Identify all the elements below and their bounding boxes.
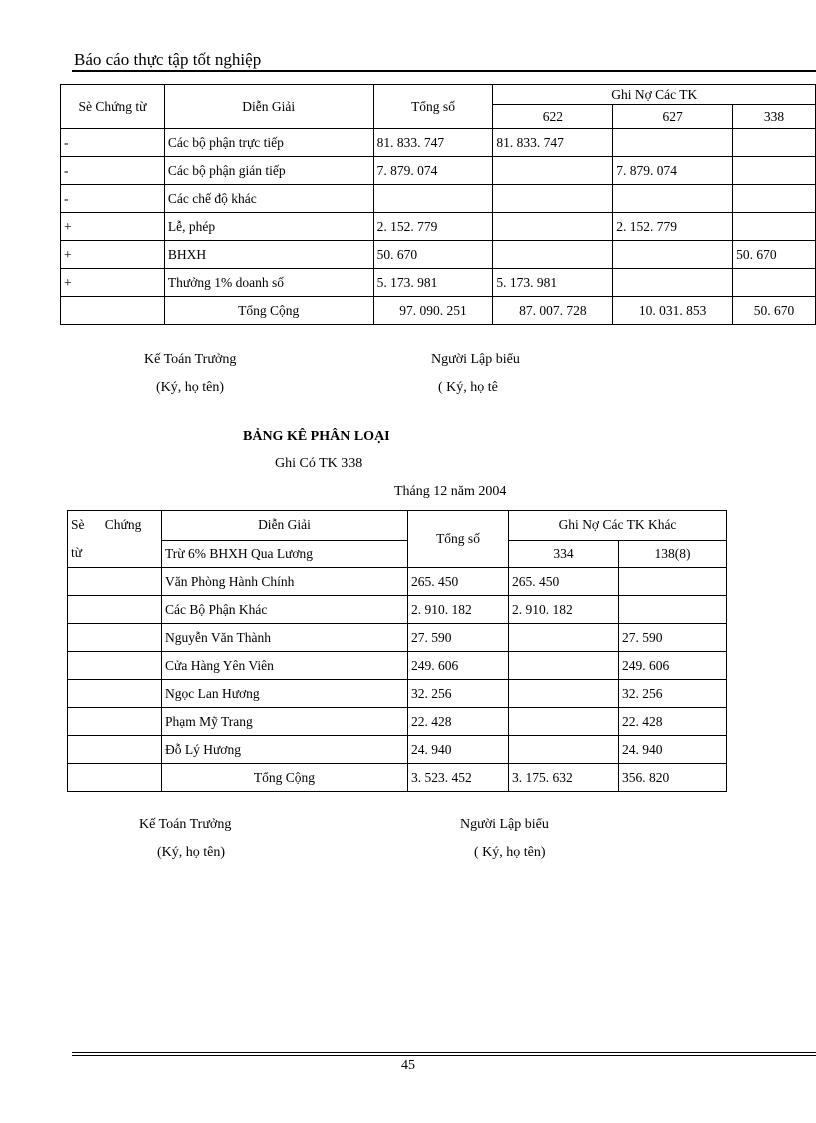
table-row bbox=[68, 596, 727, 624]
total-sum: 3. 523. 452 bbox=[408, 764, 509, 792]
row-mark: - bbox=[61, 129, 165, 157]
chief-accountant-note-2: (Ký, họ tên) bbox=[157, 845, 226, 860]
preparer-note-2: ( Ký, họ tên) bbox=[474, 845, 546, 860]
col-header-description: Diễn Giải bbox=[164, 85, 373, 129]
row-334: 265. 450 bbox=[509, 568, 619, 596]
empty-cell bbox=[61, 297, 165, 325]
chief-accountant-title: Kế Toán Trưởng bbox=[144, 352, 237, 367]
row-627: 7. 879. 074 bbox=[613, 157, 733, 185]
row-1388 bbox=[619, 568, 727, 596]
col-header-total: Tổng số bbox=[408, 511, 509, 568]
table-row bbox=[68, 708, 727, 736]
row-description: Văn Phòng Hành Chính bbox=[162, 568, 408, 596]
col-header-334: 334 bbox=[509, 540, 619, 567]
col-header-total: Tổng số bbox=[373, 85, 493, 129]
total-338: 50. 670 bbox=[733, 297, 816, 325]
row-338 bbox=[733, 129, 816, 157]
row-1388 bbox=[619, 596, 727, 624]
row-622 bbox=[493, 213, 613, 241]
row-1388: 24. 940 bbox=[619, 736, 727, 764]
salary-allocation-table bbox=[60, 84, 816, 325]
table-row bbox=[68, 652, 727, 680]
empty-cell bbox=[68, 568, 162, 596]
row-622 bbox=[493, 157, 613, 185]
empty-cell bbox=[68, 596, 162, 624]
col-header-voucher bbox=[68, 511, 162, 568]
col-header-description-sub: Trừ 6% BHXH Qua Lương bbox=[162, 540, 408, 567]
row-622 bbox=[493, 185, 613, 213]
row-total: 81. 833. 747 bbox=[373, 129, 493, 157]
row-total: 50. 670 bbox=[373, 241, 493, 269]
footer-rule-2 bbox=[72, 1055, 816, 1056]
row-mark: - bbox=[61, 157, 165, 185]
row-total: 5. 173. 981 bbox=[373, 269, 493, 297]
row-338 bbox=[733, 185, 816, 213]
section-title: BẢNG KÊ PHÂN LOẠI bbox=[243, 429, 390, 444]
row-627 bbox=[613, 241, 733, 269]
row-total: 249. 606 bbox=[408, 652, 509, 680]
row-1388: 249. 606 bbox=[619, 652, 727, 680]
row-mark: + bbox=[61, 269, 165, 297]
row-338 bbox=[733, 213, 816, 241]
table-row bbox=[61, 241, 816, 269]
row-total: 7. 879. 074 bbox=[373, 157, 493, 185]
row-338 bbox=[733, 157, 816, 185]
row-description: Nguyễn Văn Thành bbox=[162, 624, 408, 652]
report-header-title: Báo cáo thực tập tốt nghiệp bbox=[74, 50, 262, 69]
row-total: 32. 256 bbox=[408, 680, 509, 708]
col-header-voucher: Sè Chứng từ bbox=[61, 85, 165, 129]
row-338 bbox=[733, 269, 816, 297]
header-rule bbox=[72, 70, 816, 72]
row-description: Đỗ Lý Hương bbox=[162, 736, 408, 764]
col-header-debit-group: Ghi Nợ Các TK bbox=[493, 85, 816, 105]
row-mark: + bbox=[61, 241, 165, 269]
page-number: 45 bbox=[401, 1058, 415, 1073]
row-total: 27. 590 bbox=[408, 624, 509, 652]
row-338: 50. 670 bbox=[733, 241, 816, 269]
col-header-1388: 138(8) bbox=[619, 540, 727, 567]
row-total: 24. 940 bbox=[408, 736, 509, 764]
row-description: Phạm Mỹ Trang bbox=[162, 708, 408, 736]
total-1388: 356. 820 bbox=[619, 764, 727, 792]
row-mark: - bbox=[61, 185, 165, 213]
row-334: 2. 910. 182 bbox=[509, 596, 619, 624]
row-total: 2. 152. 779 bbox=[373, 213, 493, 241]
total-label: Tổng Cộng bbox=[164, 297, 373, 325]
row-total: 2. 910. 182 bbox=[408, 596, 509, 624]
table-row bbox=[68, 624, 727, 652]
table-row bbox=[61, 129, 816, 157]
row-description: Cửa Hàng Yên Viên bbox=[162, 652, 408, 680]
row-description: Các chế độ khác bbox=[164, 185, 373, 213]
chief-accountant-title-2: Kế Toán Trưởng bbox=[139, 817, 232, 832]
empty-cell bbox=[68, 624, 162, 652]
table-row bbox=[68, 568, 727, 596]
table-row bbox=[61, 269, 816, 297]
row-334 bbox=[509, 736, 619, 764]
empty-cell bbox=[68, 736, 162, 764]
total-622: 87. 007. 728 bbox=[493, 297, 613, 325]
footer-rule bbox=[72, 1052, 816, 1053]
section-date: Tháng 12 năm 2004 bbox=[394, 484, 507, 499]
table-total-row bbox=[68, 764, 727, 792]
table-row bbox=[68, 736, 727, 764]
row-description: Các bộ phận trực tiếp bbox=[164, 129, 373, 157]
row-627 bbox=[613, 185, 733, 213]
table-row bbox=[61, 213, 816, 241]
row-1388: 22. 428 bbox=[619, 708, 727, 736]
row-622 bbox=[493, 241, 613, 269]
row-622: 81. 833. 747 bbox=[493, 129, 613, 157]
table-total-row bbox=[61, 297, 816, 325]
row-627: 2. 152. 779 bbox=[613, 213, 733, 241]
row-334 bbox=[509, 680, 619, 708]
empty-cell bbox=[68, 764, 162, 792]
empty-cell bbox=[68, 652, 162, 680]
preparer-note: ( Ký, họ tê bbox=[438, 380, 498, 395]
preparer-title: Người Lập biểu bbox=[431, 352, 520, 367]
empty-cell bbox=[68, 680, 162, 708]
chief-accountant-note: (Ký, họ tên) bbox=[156, 380, 225, 395]
row-334 bbox=[509, 708, 619, 736]
preparer-title-2: Người Lập biểu bbox=[460, 817, 549, 832]
col-header-description: Diễn Giải bbox=[162, 511, 408, 541]
table-row bbox=[61, 157, 816, 185]
total-sum: 97. 090. 251 bbox=[373, 297, 493, 325]
col-header-debit-group: Ghi Nợ Các TK Khác bbox=[509, 511, 727, 541]
row-total: 265. 450 bbox=[408, 568, 509, 596]
row-description: Các bộ phận gián tiếp bbox=[164, 157, 373, 185]
empty-cell bbox=[68, 708, 162, 736]
section-subtitle: Ghi Có TK 338 bbox=[275, 456, 363, 471]
table-row bbox=[61, 185, 816, 213]
row-total bbox=[373, 185, 493, 213]
row-622: 5. 173. 981 bbox=[493, 269, 613, 297]
total-label: Tổng Cộng bbox=[162, 764, 408, 792]
total-627: 10. 031. 853 bbox=[613, 297, 733, 325]
row-334 bbox=[509, 624, 619, 652]
row-description: Thưởng 1% doanh số bbox=[164, 269, 373, 297]
col-header-voucher-line2: từ bbox=[71, 545, 83, 560]
classification-table bbox=[67, 510, 727, 792]
row-description: Các Bộ Phận Khác bbox=[162, 596, 408, 624]
total-334: 3. 175. 632 bbox=[509, 764, 619, 792]
col-header-voucher-line1: Sè Chứng bbox=[71, 517, 142, 532]
row-total: 22. 428 bbox=[408, 708, 509, 736]
row-description: Lễ, phép bbox=[164, 213, 373, 241]
row-627 bbox=[613, 129, 733, 157]
row-description: BHXH bbox=[164, 241, 373, 269]
row-1388: 27. 590 bbox=[619, 624, 727, 652]
col-header-338: 338 bbox=[733, 105, 816, 129]
col-header-622: 622 bbox=[493, 105, 613, 129]
col-header-627: 627 bbox=[613, 105, 733, 129]
row-mark: + bbox=[61, 213, 165, 241]
row-334 bbox=[509, 652, 619, 680]
row-627 bbox=[613, 269, 733, 297]
table-row bbox=[68, 680, 727, 708]
row-description: Ngọc Lan Hương bbox=[162, 680, 408, 708]
row-1388: 32. 256 bbox=[619, 680, 727, 708]
